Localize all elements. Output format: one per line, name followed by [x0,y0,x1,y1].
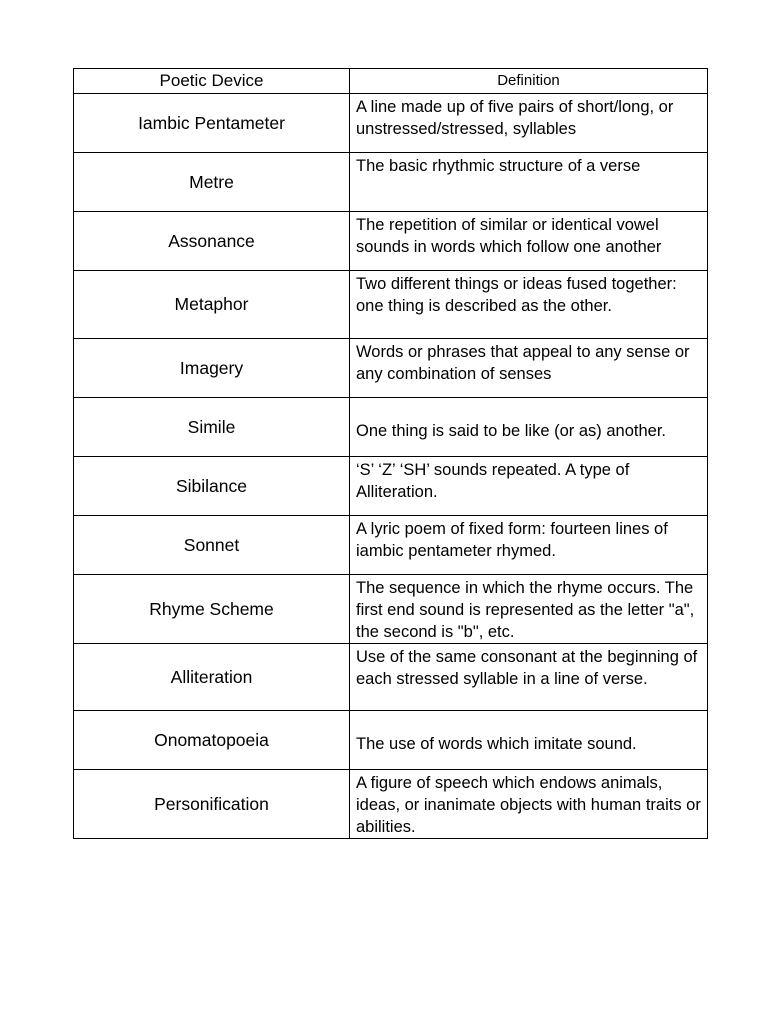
device-term: Metre [74,153,350,212]
device-term: Sibilance [74,457,350,516]
device-definition: The use of words which imitate sound. [350,711,708,770]
device-definition: Words or phrases that appeal to any sense or any combination of senses [350,339,708,398]
device-term: Assonance [74,212,350,271]
table-row [74,711,708,770]
table-row [74,457,708,516]
table-row [74,644,708,711]
poetic-devices-table-container [73,68,708,839]
device-term: Metaphor [74,271,350,339]
table-row [74,212,708,271]
poetic-devices-table [73,68,708,839]
device-definition: The sequence in which the rhyme occurs. The first end sound is represented as the letter "a", the second is "b", etc. [350,575,708,644]
device-definition: A lyric poem of fixed form: fourteen lines of iambic pentameter rhymed. [350,516,708,575]
device-definition: The basic rhythmic structure of a verse [350,153,708,212]
device-term: Rhyme Scheme [74,575,350,644]
device-definition: The repetition of similar or identical vowel sounds in words which follow one another [350,212,708,271]
table-row [74,398,708,457]
device-term: Onomatopoeia [74,711,350,770]
header-row [74,69,708,94]
device-definition: One thing is said to be like (or as) another. [350,398,708,457]
definition-column-header: Definition [350,69,708,94]
device-term: Sonnet [74,516,350,575]
device-definition: A line made up of five pairs of short/long, or unstressed/stressed, syllables [350,94,708,153]
device-term: Simile [74,398,350,457]
table-row [74,516,708,575]
device-term: Imagery [74,339,350,398]
table-row [74,575,708,644]
device-definition: A figure of speech which endows animals, ideas, or inanimate objects with human traits or abilities. [350,770,708,839]
device-term: Personification [74,770,350,839]
table-row [74,271,708,339]
table-row [74,770,708,839]
device-term: Alliteration [74,644,350,711]
device-definition: Two different things or ideas fused together: one thing is described as the other. [350,271,708,339]
table-row [74,153,708,212]
device-definition: Use of the same consonant at the beginning of each stressed syllable in a line of verse. [350,644,708,711]
device-term: Iambic Pentameter [74,94,350,153]
term-column-header: Poetic Device [74,69,350,94]
device-definition: ‘S’ ‘Z’ ‘SH’ sounds repeated. A type of Alliteration. [350,457,708,516]
table-row [74,339,708,398]
table-row [74,94,708,153]
